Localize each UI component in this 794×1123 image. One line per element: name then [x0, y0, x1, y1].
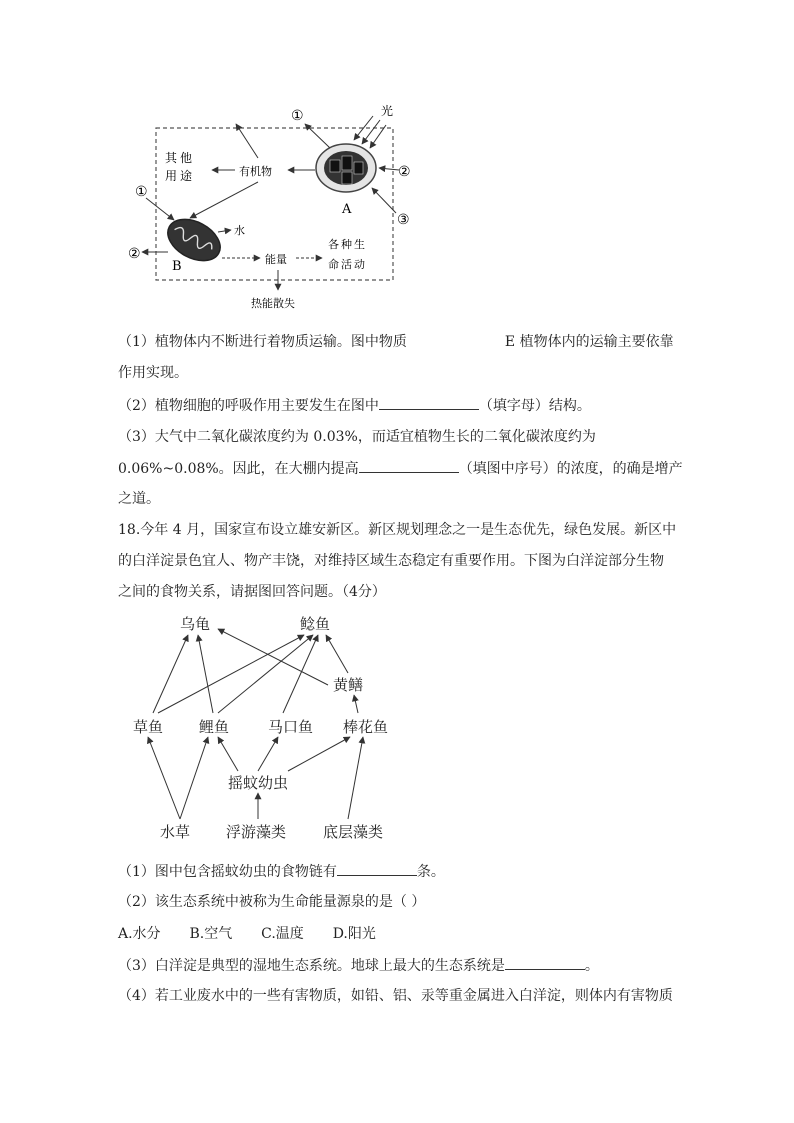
arrow-carp-snakehead: [218, 635, 313, 713]
q17-3-line3: 之道。: [118, 491, 160, 507]
arrow-benthic-stickfish: [348, 737, 363, 819]
mark-2-right: ②: [398, 164, 411, 180]
answer-blank-18-1[interactable]: [337, 861, 417, 876]
node-eel: 黄鳝: [333, 676, 364, 694]
node-water-grass: 水草: [160, 823, 191, 841]
arrow-midge-carp: [218, 737, 238, 771]
figure-food-web: [118, 605, 418, 845]
arrow-watergrass-carp: [180, 737, 208, 819]
label-b: B: [172, 259, 182, 274]
light-label: 光: [381, 104, 394, 118]
q17-1-line2: 作用实现。: [118, 365, 188, 381]
node-midge-larva: 摇蚊幼虫: [228, 774, 289, 792]
arrow-midge-stickfish: [288, 737, 350, 771]
mark-2-left: ②: [128, 246, 141, 262]
other-uses-label: [165, 150, 195, 183]
q17-1-line: （1）植物体内不断进行着物质运输。图中物质 E 植物体内的运输主要依靠: [118, 334, 674, 350]
activities-label: [328, 237, 367, 271]
option-d[interactable]: D.阳光: [332, 926, 376, 942]
arrow-grasscarp-tortoise: [153, 635, 188, 713]
arrow-eel-tortoise: [218, 629, 328, 685]
q18-intro-3: 之间的食物关系，请据图回答问题。（4分）: [118, 584, 386, 600]
energy-label: 能量: [265, 253, 287, 266]
arrow-midge-horsemouth: [258, 737, 278, 771]
node-tortoise: 乌龟: [180, 615, 211, 633]
option-a[interactable]: A.水分: [118, 926, 161, 942]
q18-intro-2: 的白洋淀景色宜人、物产丰饶，对维持区域生态稳定有重要作用。下图为白洋淀部分生物: [118, 553, 664, 569]
arrow-stickfish-eel: [354, 695, 358, 713]
node-plankton-algae: 浮游藻类: [226, 823, 287, 841]
mark-3-right: ③: [397, 212, 410, 228]
q18-4-line: （4）若工业废水中的一些有害物质，如铅、铝、汞等重金属进入白洋淀，则体内有害物质: [118, 988, 673, 1004]
option-b[interactable]: B.空气: [189, 926, 233, 942]
chloroplast-a: [316, 144, 376, 192]
arrow-eel-snakehead: [326, 635, 348, 673]
q18-2-line: （2）该生态系统中被称为生命能量源泉的是（ ）: [118, 894, 426, 910]
figure-photosynthesis-respiration: [118, 100, 418, 315]
q17-2-line: （2）植物细胞的呼吸作用主要发生在图中 （填字母）结构。: [118, 395, 591, 416]
answer-blank-17-3[interactable]: [359, 458, 459, 473]
q18-2-options: [118, 924, 376, 944]
arrow-horsemouth-snakehead: [283, 635, 318, 713]
mark-1-top: ①: [291, 108, 304, 124]
q17-3-line: （3）大气中二氧化碳浓度约为 0.03%，而适宜植物生长的二氧化碳浓度约为: [118, 429, 596, 445]
mitochondrion-b: [161, 211, 227, 269]
q18-3-line: （3）白洋淀是典型的湿地生态系统。地球上最大的生态系统是 。: [118, 955, 599, 976]
svg-text:命活动: 命活动: [328, 258, 367, 271]
svg-text:其他: 其他: [165, 151, 196, 165]
q18-intro-1: 18.今年 4 月，国家宣布设立雄安新区。新区规划理念之一是生态优先，绿色发展。新区中: [118, 522, 677, 538]
answer-blank-18-3[interactable]: [505, 955, 585, 970]
node-stick-fish: 棒花鱼: [343, 718, 389, 736]
q17-3-line2: 0.06%~0.08%。因此，在大棚内提高 （填图中序号）的浓度，的确是增产: [118, 458, 683, 479]
node-benthic-algae: 底层藻类: [323, 823, 384, 841]
mark-1-left: ①: [135, 184, 148, 200]
node-carp: 鲤鱼: [199, 718, 230, 736]
arrow-grasscarp-snakehead: [158, 635, 304, 713]
q18-1-line: （1）图中包含摇蚊幼虫的食物链有 条。: [118, 861, 445, 882]
answer-blank-17-2[interactable]: [379, 395, 479, 410]
heat-loss-label: 热能散失: [251, 297, 295, 310]
arrow-watergrass-grasscarp: [148, 737, 180, 819]
option-c[interactable]: C.温度: [261, 926, 304, 942]
node-horse-mouth-fish: 马口鱼: [268, 718, 314, 736]
arrow-carp-tortoise: [198, 635, 213, 713]
organic-label: 有机物: [239, 165, 272, 178]
label-a: A: [342, 202, 352, 217]
water-label: 水: [234, 224, 245, 237]
svg-text:用途: 用途: [165, 169, 196, 183]
node-snakehead: 鲶鱼: [300, 615, 331, 633]
svg-text:各种生: 各种生: [328, 238, 367, 251]
node-grass-carp: 草鱼: [133, 718, 164, 736]
